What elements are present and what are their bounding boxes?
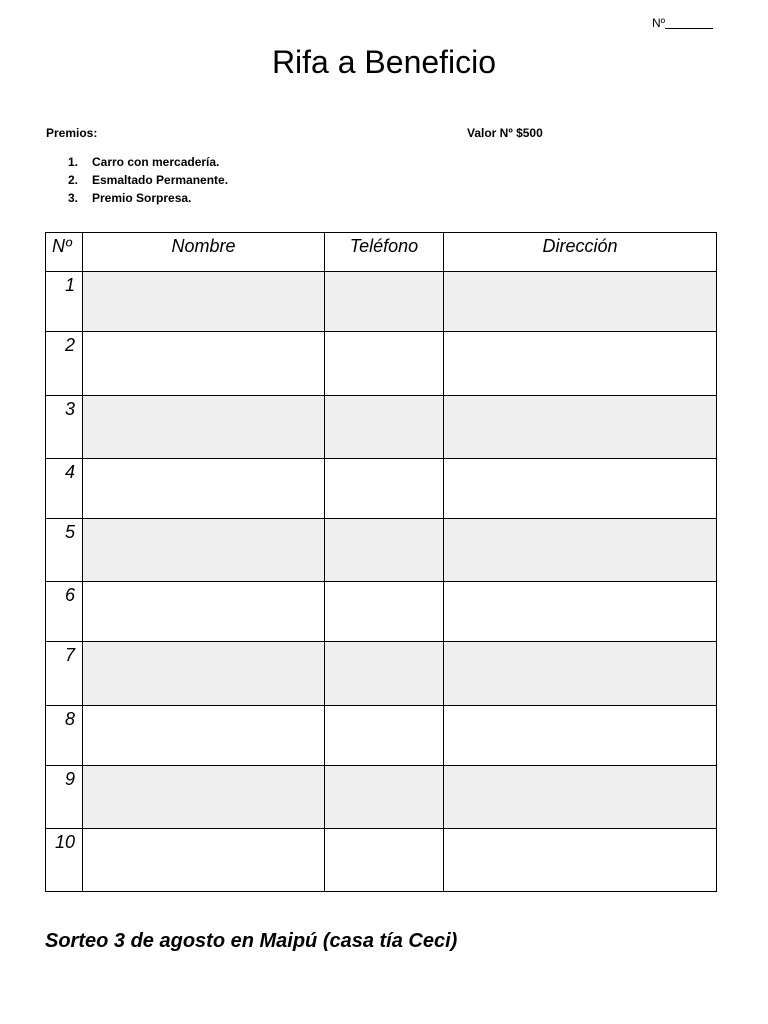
- phone-cell[interactable]: [325, 766, 444, 829]
- address-cell[interactable]: [444, 519, 717, 582]
- raffle-table: [45, 232, 717, 892]
- address-cell[interactable]: [444, 332, 717, 396]
- name-cell[interactable]: [83, 272, 325, 332]
- prize-list: [68, 153, 228, 207]
- prizes-label: Premios:: [46, 126, 98, 140]
- name-cell[interactable]: [83, 766, 325, 829]
- table-row: [46, 396, 717, 459]
- prize-text: Premio Sorpresa.: [92, 191, 192, 205]
- phone-cell[interactable]: [325, 642, 444, 706]
- row-number: 1: [46, 272, 83, 332]
- name-cell[interactable]: [83, 706, 325, 766]
- table-row: [46, 829, 717, 892]
- ticket-number-label: Nº: [652, 16, 666, 30]
- column-header-phone: Teléfono: [325, 233, 444, 272]
- row-number: 10: [46, 829, 83, 892]
- phone-cell[interactable]: [325, 519, 444, 582]
- address-cell[interactable]: [444, 829, 717, 892]
- row-number: 4: [46, 459, 83, 519]
- phone-cell[interactable]: [325, 706, 444, 766]
- table-row: [46, 272, 717, 332]
- address-cell[interactable]: [444, 642, 717, 706]
- prize-number: 2.: [68, 173, 79, 187]
- table-row: [46, 459, 717, 519]
- address-cell[interactable]: [444, 706, 717, 766]
- row-number: 8: [46, 706, 83, 766]
- table-header-row: [46, 233, 717, 272]
- phone-cell[interactable]: [325, 272, 444, 332]
- address-cell[interactable]: [444, 766, 717, 829]
- column-header-address: Dirección: [444, 233, 717, 272]
- name-cell[interactable]: [83, 829, 325, 892]
- row-number: 2: [46, 332, 83, 396]
- prize-number: 1.: [68, 155, 79, 169]
- list-item: [68, 153, 228, 171]
- name-cell[interactable]: [83, 582, 325, 642]
- prize-text: Esmaltado Permanente.: [92, 173, 229, 187]
- phone-cell[interactable]: [325, 332, 444, 396]
- address-cell[interactable]: [444, 272, 717, 332]
- table-row: [46, 582, 717, 642]
- name-cell[interactable]: [83, 642, 325, 706]
- column-header-number: Nº: [46, 233, 83, 272]
- table-row: [46, 766, 717, 829]
- address-cell[interactable]: [444, 582, 717, 642]
- phone-cell[interactable]: [325, 459, 444, 519]
- ticket-number-blank[interactable]: [665, 16, 713, 29]
- name-cell[interactable]: [83, 332, 325, 396]
- table-row: [46, 642, 717, 706]
- row-number: 5: [46, 519, 83, 582]
- name-cell[interactable]: [83, 519, 325, 582]
- name-cell[interactable]: [83, 459, 325, 519]
- phone-cell[interactable]: [325, 396, 444, 459]
- page-title: Rifa a Beneficio: [271, 44, 497, 80]
- table-row: [46, 332, 717, 396]
- row-number: 6: [46, 582, 83, 642]
- column-header-name: Nombre: [83, 233, 325, 272]
- phone-cell[interactable]: [325, 582, 444, 642]
- row-number: 7: [46, 642, 83, 706]
- ticket-value: Valor Nº $500: [467, 126, 543, 140]
- row-number: 9: [46, 766, 83, 829]
- address-cell[interactable]: [444, 396, 717, 459]
- row-number: 3: [46, 396, 83, 459]
- name-cell[interactable]: [83, 396, 325, 459]
- address-cell[interactable]: [444, 459, 717, 519]
- phone-cell[interactable]: [325, 829, 444, 892]
- prize-number: 3.: [68, 191, 79, 205]
- ticket-number-field: [652, 16, 713, 30]
- list-item: [68, 171, 228, 189]
- table-row: [46, 706, 717, 766]
- list-item: [68, 189, 228, 207]
- draw-info: Sorteo 3 de agosto en Maipú (casa tía Ceci): [45, 930, 458, 952]
- prize-text: Carro con mercadería.: [92, 155, 220, 169]
- table-row: [46, 519, 717, 582]
